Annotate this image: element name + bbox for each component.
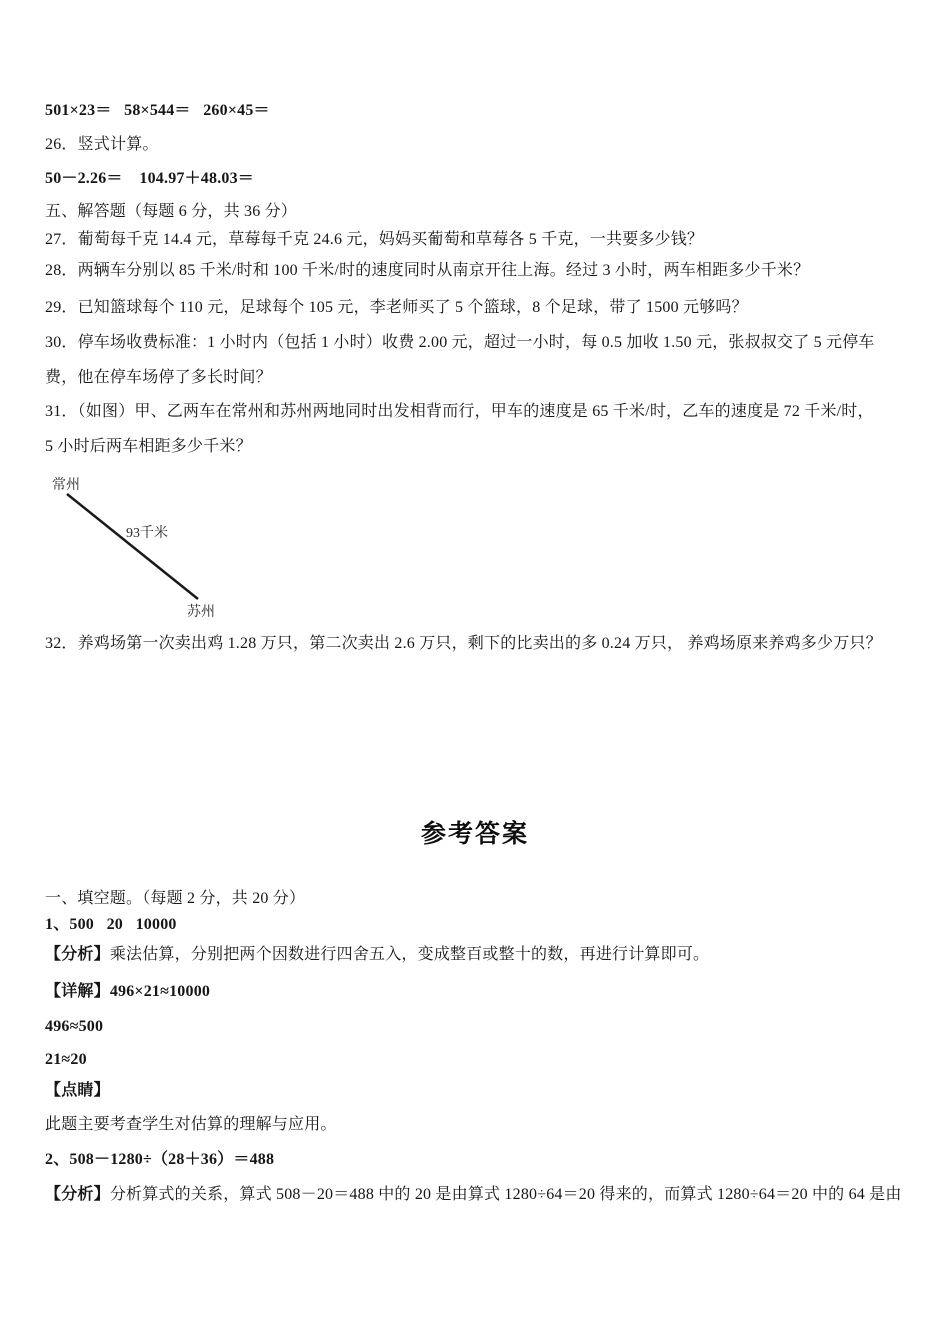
city-bottom-label: 苏州 <box>187 605 215 620</box>
route-line <box>67 494 198 599</box>
answer-1-note-label <box>45 1081 110 1101</box>
answers-title: 参考答案 <box>420 820 529 848</box>
question-30-line2: 费，他在停车场停了多长时间？ <box>45 369 272 386</box>
detail-text: 496×21≈10000 <box>109 983 211 1000</box>
note-label: 【点睛】 <box>45 1082 110 1099</box>
route-diagram <box>30 470 290 622</box>
section-5-heading: 五、解答题（每题 6 分，共 36 分） <box>45 203 298 220</box>
city-top-label: 常州 <box>52 478 80 493</box>
analysis-label: 【分析】 <box>45 946 110 963</box>
answers-section-1-heading: 一、填空题。（每题 2 分，共 20 分） <box>45 890 306 907</box>
answer-item-2: 2、508－1280÷（28＋36）＝488 <box>45 1151 275 1168</box>
question-29: 29．已知篮球每个 110 元，足球每个 105 元，李老师买了 5 个篮球，8 个足球，带了 1500 元够吗？ <box>45 299 748 316</box>
question-26: 26．竖式计算。 <box>45 136 159 153</box>
calc-row-multiplication: 501×23＝ 58×544＝ 260×45＝ <box>45 102 270 119</box>
analysis-text: 分析算式的关系，算式 508－20＝488 中的 20 是由算式 1280÷64＝20 得来的，而算式 1280÷64＝20 中的 64 是由 <box>109 1186 902 1203</box>
answer-1-step-1: 496≈500 <box>45 1018 104 1035</box>
answer-1-step-2: 21≈20 <box>45 1051 87 1068</box>
distance-label: 93千米 <box>126 526 168 541</box>
answer-1-note-text: 此题主要考查学生对估算的理解与应用。 <box>45 1116 337 1133</box>
detail-label: 【详解】 <box>45 983 110 1000</box>
question-32: 32．养鸡场第一次卖出鸡 1.28 万只，第二次卖出 2.6 万只，剩下的比卖出的多 0.24 万只， 养鸡场原来养鸡多少万只？ <box>45 635 882 652</box>
question-28: 28．两辆车分别以 85 千米/时和 100 千米/时的速度同时从南京开往上海。经过 3 小时，两车相距多少千米？ <box>45 262 810 279</box>
question-30-line1: 30．停车场收费标准：1 小时内（包括 1 小时）收费 2.00 元，超过一小时，每 0.5 加收 1.50 元，张叔叔交了 5 元停车 <box>45 334 875 351</box>
analysis-label: 【分析】 <box>45 1186 110 1203</box>
answer-1-detail <box>45 982 210 1002</box>
calc-row-decimals: 50－2.26＝ 104.97＋48.03＝ <box>45 170 255 187</box>
answer-2-analysis <box>45 1185 902 1205</box>
question-31-line2: 5 小时后两车相距多少千米？ <box>45 438 252 455</box>
question-27: 27．葡萄每千克 14.4 元，草莓每千克 24.6 元，妈妈买葡萄和草莓各 5 千克，一共要多少钱？ <box>45 231 704 248</box>
answer-item-1: 1、500 20 10000 <box>45 916 177 933</box>
question-31-line1: 31．（如图）甲、乙两车在常州和苏州两地同时出发相背而行，甲车的速度是 65 千米/时，乙车的速度是 72 千米/时， <box>45 403 874 420</box>
answer-1-analysis <box>45 945 709 965</box>
analysis-text: 乘法估算，分别把两个因数进行四舍五入，变成整百或整十的数，再进行计算即可。 <box>109 946 710 963</box>
